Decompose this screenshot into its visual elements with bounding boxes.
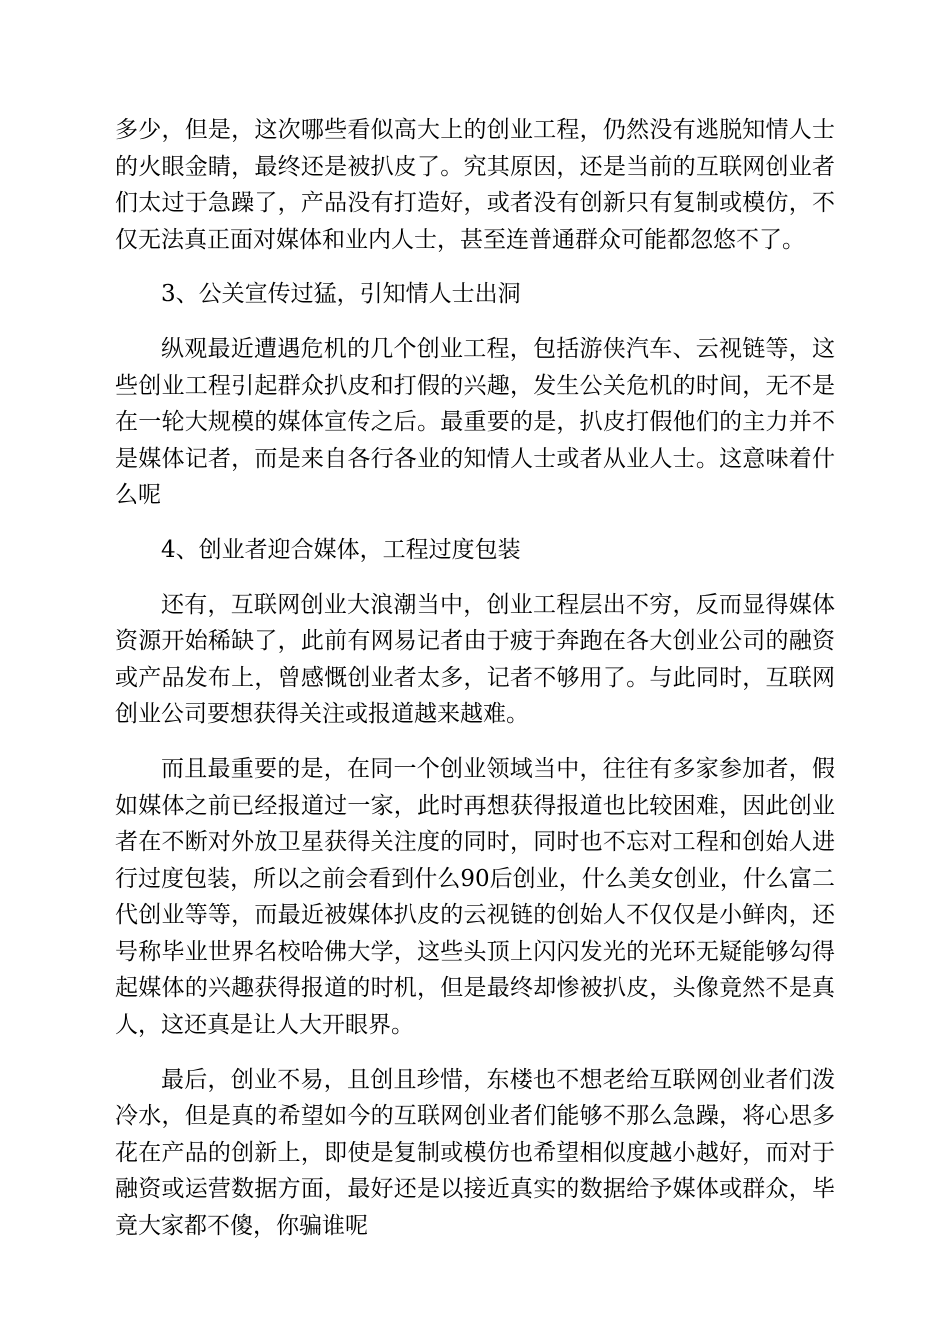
- paragraph-conclusion: 最后，创业不易，且创且珍惜，东楼也不想老给互联网创业者们泼冷水，但是真的希望如今的互联网创业者们能够不那么急躁，将心思多花在产品的创新上，即使是复制或模仿也希望相似度越小越好，而对于融资或运营数据方面，最好还是以接近真实的数据给予媒体或群众，毕竟大家都不傻，你骗谁呢: [115, 1066, 835, 1240]
- paragraph-over-packaging: 而且最重要的是，在同一个创业领域当中，往往有多家参加者，假如媒体之前已经报道过一家，此时再想获得报道也比较困难，因此创业者在不断对外放卫星获得关注度的同时，同时也不忘对工程和创始人进行过度包装，所以之前会看到什么90后创业，什么美女创业，什么富二代创业等等，而最近被媒体扒皮的云视链的创始人不仅仅是小鲜肉，还号称毕业世界名校哈佛大学，这些头顶上闪闪发光的光环无疑能够勾得起媒体的兴趣获得报道的时机，但是最终却惨被扒皮，头像竟然不是真人，这还真是让人大开眼界。: [115, 755, 835, 1039]
- paragraph-crisis-projects: 纵观最近遭遇危机的几个创业工程，包括游侠汽车、云视链等，这些创业工程引起群众扒皮和打假的兴趣，发生公关危机的时间，无不是在一轮大规模的媒体宣传之后。最重要的是，扒皮打假他们的主力并不是媒体记者，而是来自各行各业的知情人士或者从业人士。这意味着什么呢: [115, 335, 835, 509]
- document-body: [115, 112, 835, 1245]
- section-heading-4: 4、创业者迎合媒体，工程过度包装: [161, 536, 521, 563]
- section-heading-3: 3、公关宣传过猛，引知情人士出洞: [161, 281, 521, 308]
- paragraph-media-scarcity: 还有，互联网创业大浪潮当中，创业工程层出不穷，反而显得媒体资源开始稀缺了，此前有网易记者由于疲于奔跑在各大创业公司的融资或产品发布上，曾感慨创业者太多，记者不够用了。与此同时，互联网创业公司要想获得关注或报道越来越难。: [115, 591, 835, 728]
- paragraph-continuation: 多少，但是，这次哪些看似高大上的创业工程，仍然没有逃脱知情人士的火眼金睛，最终还是被扒皮了。究其原因，还是当前的互联网创业者们太过于急躁了，产品没有打造好，或者没有创新只有复制或模仿，不仅无法真正面对媒体和业内人士，甚至连普通群众可能都忽悠不了。: [115, 117, 835, 253]
